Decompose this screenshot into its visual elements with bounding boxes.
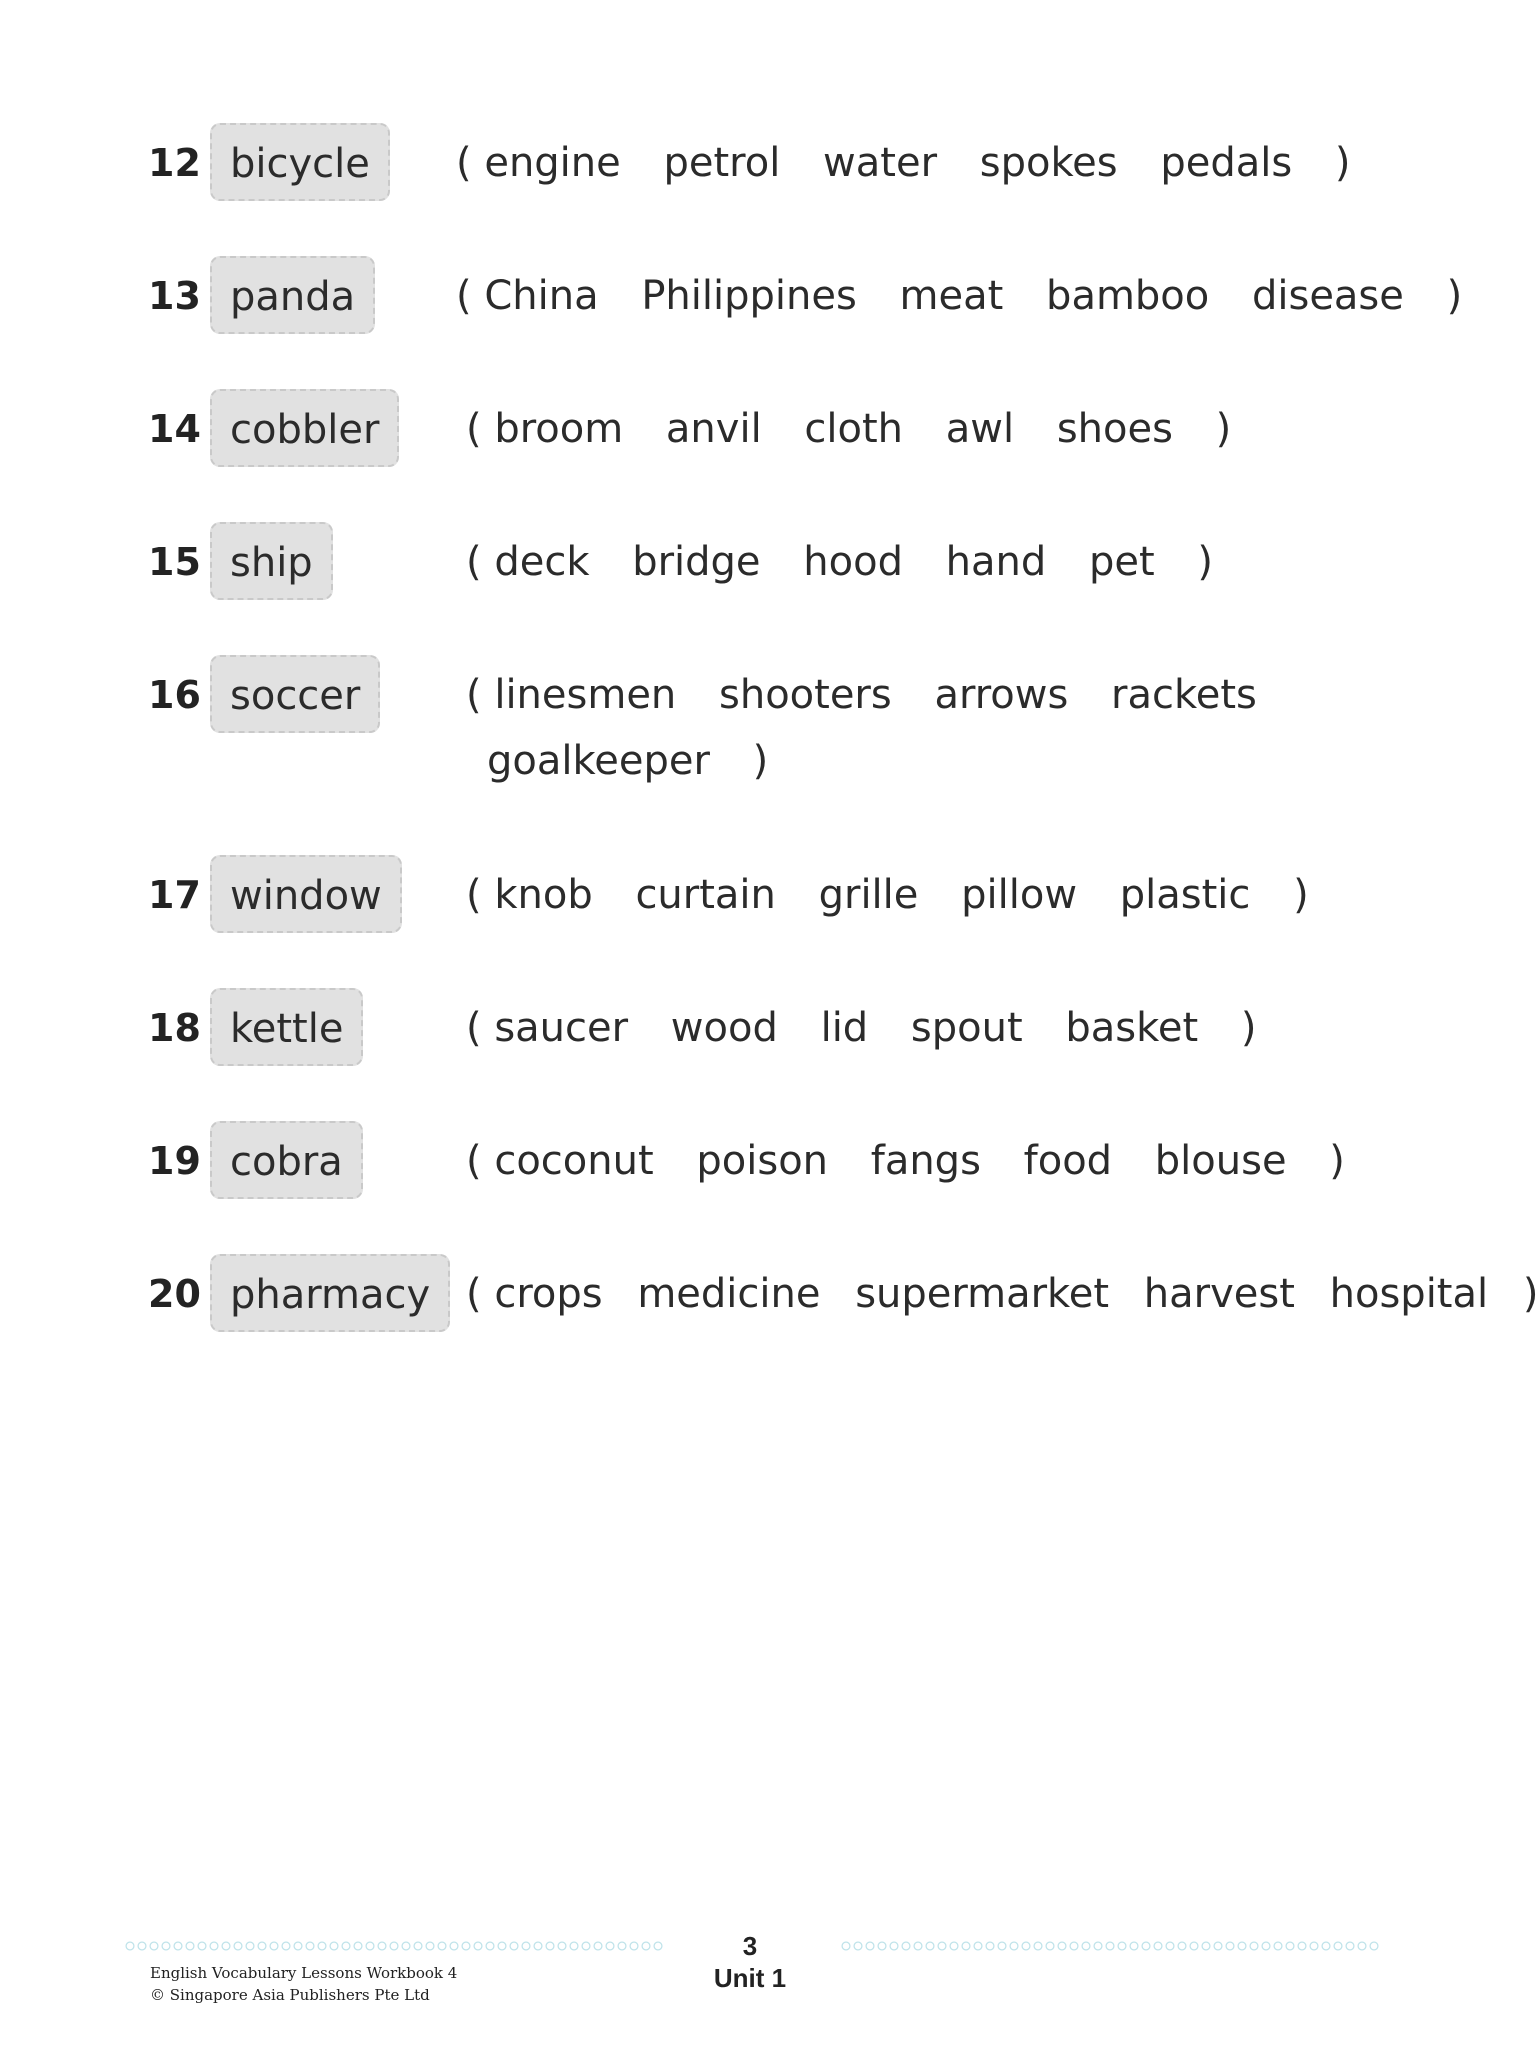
open-paren: (: [456, 273, 472, 319]
option-word: knob: [494, 872, 593, 918]
option-word: bridge: [632, 539, 761, 585]
option-word: shoes: [1056, 406, 1173, 452]
option-word: plastic: [1119, 872, 1251, 918]
footer-credits: [150, 1962, 457, 2006]
option-word: cloth: [804, 406, 904, 452]
option-word: bamboo: [1046, 273, 1210, 319]
item-number: 17: [148, 873, 201, 917]
option-word: pedals: [1160, 140, 1293, 186]
options-list: [466, 1121, 1345, 1201]
option-word: saucer: [494, 1005, 629, 1051]
option-word: medicine: [637, 1271, 821, 1317]
open-paren: (: [466, 872, 482, 918]
book-title: English Vocabulary Lessons Workbook 4: [150, 1964, 458, 1982]
option-word: curtain: [635, 872, 776, 918]
exercise-item: [0, 655, 1502, 815]
option-word: awl: [945, 406, 1015, 452]
option-word: deck: [494, 539, 590, 585]
options-list-continued: [487, 721, 768, 801]
close-paren: ): [1215, 406, 1232, 452]
options-list: [466, 389, 1231, 469]
open-paren: (: [466, 672, 482, 718]
options-list: [456, 123, 1351, 203]
option-word: blouse: [1154, 1138, 1287, 1184]
option-word: engine: [484, 140, 621, 186]
close-paren: ): [1197, 539, 1214, 585]
key-word-box: window: [210, 855, 402, 933]
close-paren: ): [752, 738, 769, 784]
option-word: coconut: [494, 1138, 654, 1184]
key-word-box: pharmacy: [210, 1254, 450, 1332]
key-word-box: kettle: [210, 988, 363, 1066]
option-word: crops: [494, 1271, 603, 1317]
item-number: 18: [148, 1006, 201, 1050]
options-list: [466, 855, 1309, 935]
copyright-line: © Singapore Asia Publishers Pte Ltd: [150, 1986, 430, 2004]
option-word: hand: [945, 539, 1047, 585]
footer-rule-right: [840, 1940, 1380, 1952]
open-paren: (: [466, 1005, 482, 1051]
open-paren: (: [466, 1138, 482, 1184]
unit-label: Unit 1: [713, 1963, 787, 1993]
option-word: shooters: [719, 672, 892, 718]
options-list: [466, 522, 1213, 602]
option-word: broom: [494, 406, 624, 452]
exercise-item: [0, 1121, 1502, 1211]
exercise-item: [0, 855, 1502, 945]
option-word: pillow: [961, 872, 1078, 918]
options-list: [466, 988, 1257, 1068]
option-word: petrol: [663, 140, 781, 186]
option-word: goalkeeper: [487, 738, 710, 784]
open-paren: (: [466, 1271, 482, 1317]
option-word: basket: [1065, 1005, 1199, 1051]
option-word: grille: [818, 872, 919, 918]
footer-page-info: [680, 1930, 820, 1994]
key-word-box: soccer: [210, 655, 380, 733]
option-word: lid: [820, 1005, 869, 1051]
key-word-box: bicycle: [210, 123, 390, 201]
exercise-item: [0, 522, 1502, 612]
open-paren: (: [466, 406, 482, 452]
option-word: food: [1023, 1138, 1113, 1184]
close-paren: ): [1522, 1271, 1538, 1317]
option-word: fangs: [870, 1138, 981, 1184]
key-word-box: cobbler: [210, 389, 399, 467]
option-word: water: [823, 140, 938, 186]
close-paren: ): [1446, 273, 1463, 319]
close-paren: ): [1329, 1138, 1345, 1184]
option-word: wood: [670, 1005, 778, 1051]
option-word: meat: [899, 273, 1004, 319]
close-paren: ): [1334, 140, 1351, 186]
close-paren: ): [1240, 1005, 1257, 1051]
option-word: harvest: [1143, 1271, 1295, 1317]
option-word: anvil: [665, 406, 762, 452]
options-list: [466, 1254, 1538, 1334]
exercise-item: [0, 123, 1502, 213]
option-word: spout: [910, 1005, 1023, 1051]
option-word: linesmen: [494, 672, 677, 718]
footer-rule-left: [124, 1940, 664, 1952]
option-word: rackets: [1111, 672, 1257, 718]
item-number: 14: [148, 407, 201, 451]
item-number: 15: [148, 540, 201, 584]
item-number: 13: [148, 274, 201, 318]
exercise-item: [0, 1254, 1538, 1344]
option-word: arrows: [934, 672, 1069, 718]
option-word: hood: [803, 539, 903, 585]
option-word: supermarket: [855, 1271, 1110, 1317]
key-word-box: cobra: [210, 1121, 363, 1199]
exercise-item: [0, 389, 1502, 479]
option-word: pet: [1089, 539, 1155, 585]
open-paren: (: [456, 140, 472, 186]
option-word: poison: [696, 1138, 829, 1184]
option-word: hospital: [1329, 1271, 1489, 1317]
item-number: 16: [148, 673, 201, 717]
item-number: 12: [148, 141, 201, 185]
option-word: spokes: [979, 140, 1118, 186]
key-word-box: ship: [210, 522, 333, 600]
option-word: Philippines: [641, 273, 857, 319]
item-number: 19: [148, 1139, 201, 1183]
exercise-item: [0, 256, 1502, 346]
close-paren: ): [1293, 872, 1309, 918]
exercise-item: [0, 988, 1502, 1078]
option-word: disease: [1251, 273, 1404, 319]
open-paren: (: [466, 539, 482, 585]
options-list: [456, 256, 1462, 336]
page-number: 3: [742, 1931, 758, 1961]
key-word-box: panda: [210, 256, 375, 334]
option-word: China: [484, 273, 599, 319]
item-number: 20: [148, 1272, 201, 1316]
